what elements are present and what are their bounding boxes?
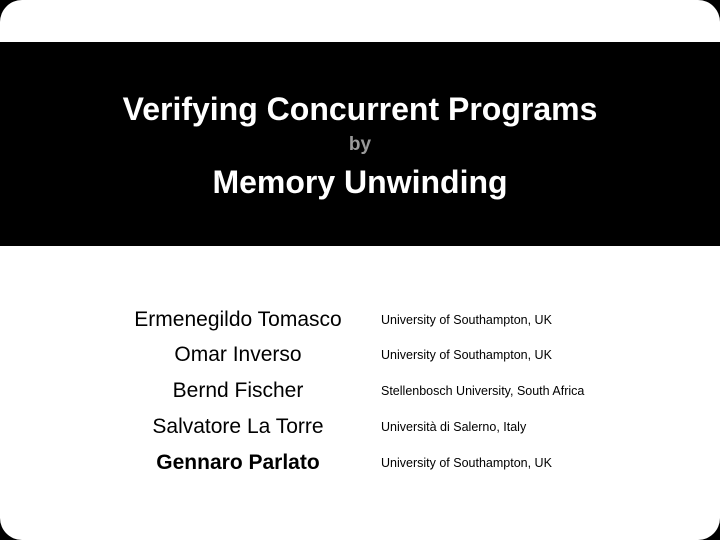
author-affiliation: University of Southampton, UK <box>381 313 552 327</box>
author-row <box>0 373 720 409</box>
author-name: Salvatore La Torre <box>152 415 324 438</box>
author-affiliation: Università di Salerno, Italy <box>381 420 527 434</box>
author-row <box>0 302 720 338</box>
slide-subtitle: Memory Unwinding <box>212 164 508 200</box>
author-row <box>0 409 720 445</box>
slide-title: Verifying Concurrent Programs <box>122 91 598 127</box>
author-row <box>0 445 720 481</box>
author-row <box>0 337 720 373</box>
author-affiliation: University of Southampton, UK <box>381 348 552 362</box>
title-by: by <box>348 134 372 155</box>
author-affiliation: University of Southampton, UK <box>381 456 552 470</box>
author-name: Bernd Fischer <box>172 379 304 402</box>
author-name-presenter: Gennaro Parlato <box>156 451 320 474</box>
author-affiliation: Stellenbosch University, South Africa <box>381 384 585 398</box>
author-name: Ermenegildo Tomasco <box>134 308 342 331</box>
author-name: Omar Inverso <box>174 343 302 366</box>
